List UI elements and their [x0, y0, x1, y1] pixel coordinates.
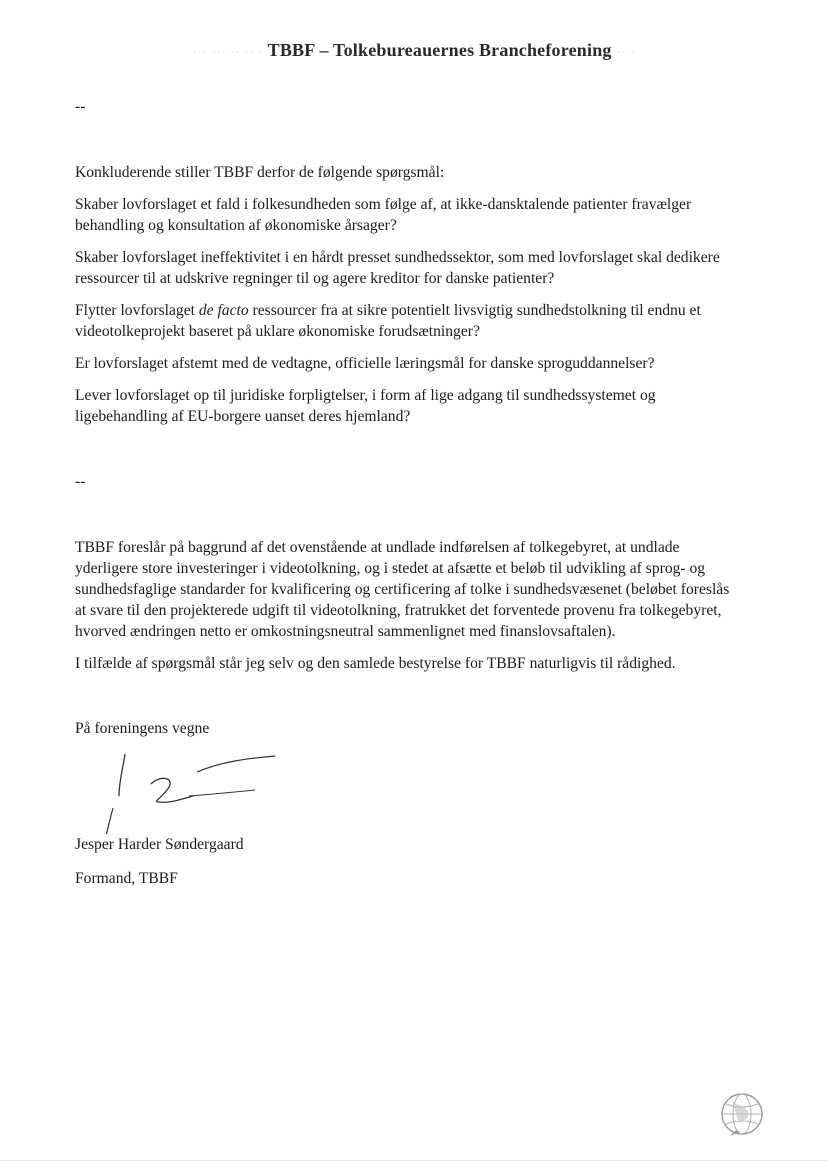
salutation: På foreningens vegne: [75, 720, 210, 737]
scan-artifact: ··· ··· ·· ·· ·: [192, 45, 268, 59]
letterhead-title: [0, 40, 828, 61]
globe-page-stamp-icon: [718, 1090, 766, 1138]
questions-intro: Konkluderende stiller TBBF derfor de følgende spørgsmål:: [75, 164, 445, 181]
scan-edge: [0, 1160, 828, 1161]
question-5: Lever lovforslaget op til juridiske forpligtelser, i form af lige adgang til sundhedssystemet og ligebehandling af EU-borgere uanset deres hjemland?: [75, 387, 656, 425]
handwritten-signature: [75, 750, 335, 834]
separator: --: [75, 473, 86, 490]
header-title: TBBF – Tolkebureauernes Brancheforening: [267, 40, 612, 60]
proposal-paragraph: TBBF foreslår på baggrund af det ovenstående at undlade indførelsen af tolkegebyret, at undlade yderligere store investeringer i videotolkning, og i stedet at afsætte et beløb til udvikling af sprog- og sundhedsfaglige standarder for kvalificering og certificering af tolke i sundhedsvæsenet (beløbet foreslås at svare til den projekterede udgift til videotolkning, fratrukket det forventede provenu fra tolkegebyret, hvorved ændringen netto er omkostningsneutral sammenlignet med finanslovsaftalen).: [75, 539, 730, 640]
signature-drawing: [85, 750, 305, 834]
scan-artifact: ·· ·: [616, 45, 636, 59]
contact-paragraph: I tilfælde af spørgsmål står jeg selv og den samlede bestyrelse for TBBF naturligvis til rådighed.: [75, 655, 676, 672]
signatory-title: Formand, TBBF: [75, 870, 178, 887]
question-3: [75, 300, 743, 342]
signatory-name: Jesper Harder Søndergaard: [75, 836, 244, 853]
question-1: Skaber lovforslaget et fald i folkesundheden som følge af, at ikke-dansktalende patienter fravælger behandling og konsultation af økonomiske årsager?: [75, 196, 692, 234]
separator: --: [75, 98, 86, 115]
question-2: Skaber lovforslaget ineffektivitet i en hårdt presset sundhedssektor, som med lovforslaget skal dedikere ressourcer til at udskrive regninger til og agere kreditor for danske patienter?: [75, 249, 720, 287]
question-3-start: Flytter lovforslaget: [75, 302, 199, 319]
question-3-end: ressourcer fra at sikre potentielt livsvigtig sundhedstolkning til endnu et videotolkeprojekt baseret på uklare økonomiske forudsætninger?: [75, 302, 701, 340]
question-4: Er lovforslaget afstemt med de vedtagne, officielle læringsmål for danske sproguddannelser?: [75, 355, 655, 372]
letter-body: [75, 96, 743, 889]
question-3-emphasis: de facto: [198, 302, 249, 319]
